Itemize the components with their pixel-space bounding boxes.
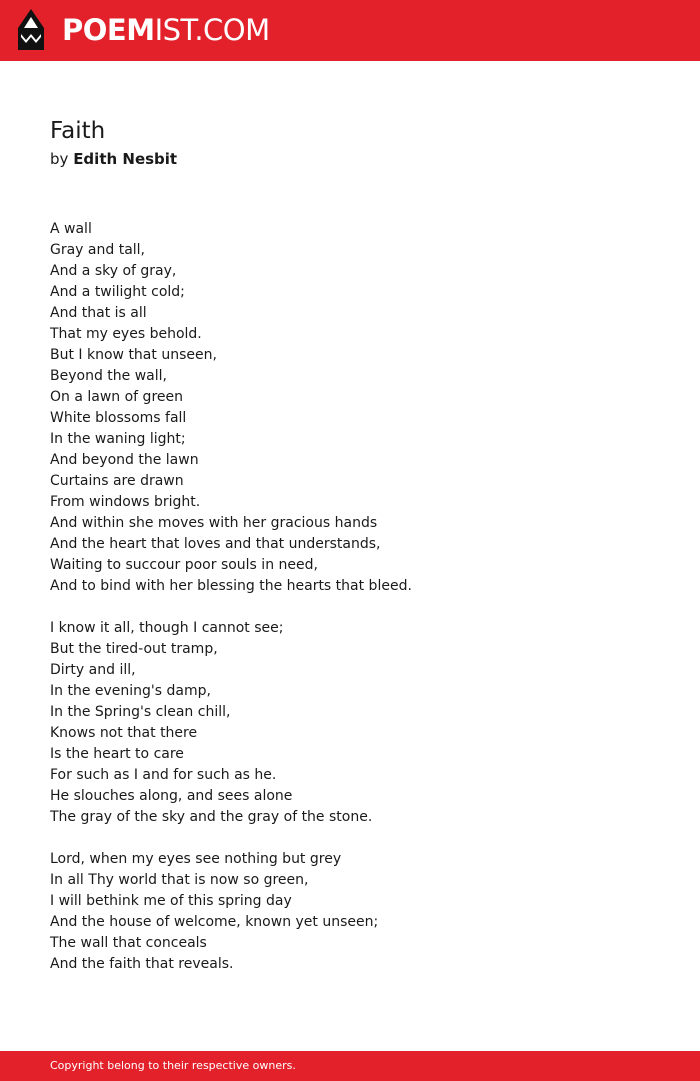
poem-line: And that is all: [50, 305, 147, 321]
poem-line: Lord, when my eyes see nothing but grey: [50, 851, 342, 867]
poem-line: Knows not that there: [50, 725, 198, 741]
poem-line: And a twilight cold;: [50, 284, 185, 300]
poem-line: On a lawn of green: [50, 389, 183, 405]
site-header: [0, 0, 700, 61]
byline: [50, 148, 177, 170]
poem-line: And to bind with her blessing the hearts that bleed.: [50, 578, 412, 594]
poem-line: That my eyes behold.: [50, 326, 202, 342]
poem-line: Waiting to succour poor souls in need,: [50, 557, 318, 573]
site-footer: [0, 1051, 700, 1081]
pencil-tip-icon: [17, 9, 45, 52]
poem-line: Is the heart to care: [50, 746, 184, 762]
by-label: by: [50, 150, 69, 168]
logo-text-bold: POEM: [62, 13, 155, 47]
author-name: Edith Nesbit: [73, 150, 178, 168]
poem-line: A wall: [50, 221, 92, 237]
poem-line: And within she moves with her gracious hands: [50, 515, 378, 531]
poem-line: And a sky of gray,: [50, 263, 177, 279]
site-logo[interactable]: [62, 12, 270, 48]
poem-line: White blossoms fall: [50, 410, 187, 426]
poem-line: He slouches along, and sees alone: [50, 788, 293, 804]
stanza: [50, 849, 670, 975]
poem-line: In the waning light;: [50, 431, 186, 447]
poem-line: The wall that conceals: [50, 935, 207, 951]
poem-line: And the heart that loves and that understands,: [50, 536, 381, 552]
stanza: [50, 618, 670, 828]
logo-text-light: IST.COM: [154, 13, 270, 47]
poem-line: Beyond the wall,: [50, 368, 167, 384]
poem-line: Gray and tall,: [50, 242, 146, 258]
poem-body: [50, 219, 670, 996]
poem-title: Faith: [50, 118, 106, 144]
poem-line: The gray of the sky and the gray of the stone.: [50, 809, 373, 825]
poem-line: I know it all, though I cannot see;: [50, 620, 284, 636]
poem-line: For such as I and for such as he.: [50, 767, 277, 783]
poem-line: I will bethink me of this spring day: [50, 893, 292, 909]
poem-line: From windows bright.: [50, 494, 201, 510]
poem-line: In the Spring's clean chill,: [50, 704, 231, 720]
poem-line: Curtains are drawn: [50, 473, 184, 489]
poem-line: In the evening's damp,: [50, 683, 211, 699]
copyright-text: Copyright belong to their respective owners.: [50, 1059, 296, 1072]
stanza: [50, 219, 670, 597]
poem-line: Dirty and ill,: [50, 662, 136, 678]
poem-line: And the faith that reveals.: [50, 956, 234, 972]
poem-line: And the house of welcome, known yet unseen;: [50, 914, 379, 930]
poem-line: In all Thy world that is now so green,: [50, 872, 309, 888]
poem-line: And beyond the lawn: [50, 452, 199, 468]
poem-line: But I know that unseen,: [50, 347, 217, 363]
poem-line: But the tired-out tramp,: [50, 641, 218, 657]
